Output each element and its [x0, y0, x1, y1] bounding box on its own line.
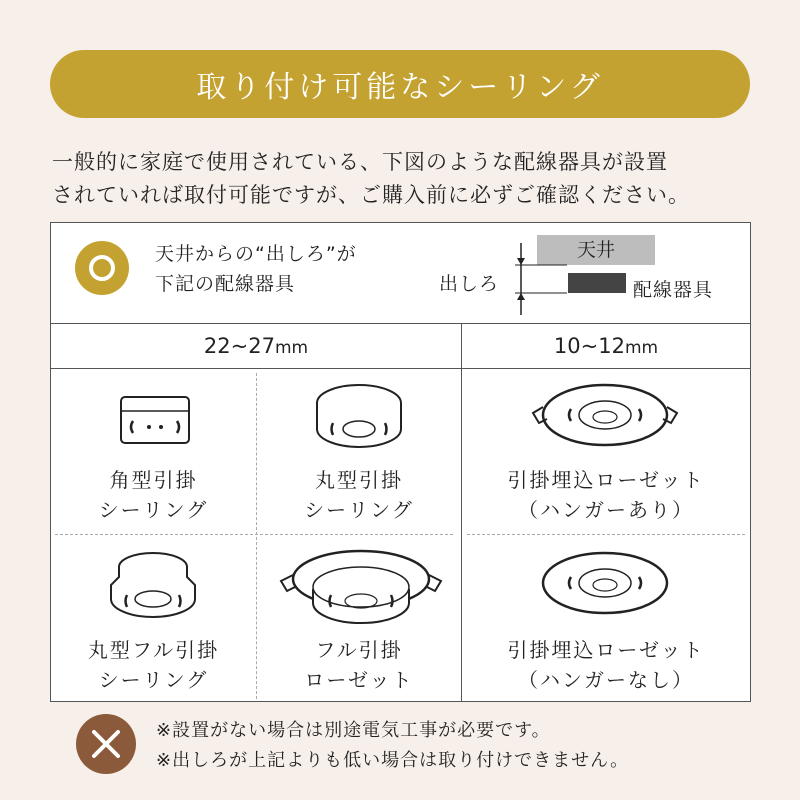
item-name-line-2: シーリング — [98, 668, 209, 692]
section-title-banner — [50, 50, 750, 118]
range-value: 10~12 — [553, 334, 625, 358]
section-title: 取り付け可能なシーリング — [196, 70, 604, 105]
legend-line-1: 天井からの“出しろ”が — [155, 243, 357, 265]
item-name-line-2: （ハンガーなし） — [518, 668, 694, 692]
dashed-divider — [467, 534, 745, 535]
item-label — [462, 465, 750, 525]
round-ceiling-hook-icon — [309, 375, 409, 459]
item-label — [462, 635, 750, 695]
fixture-label: 配線器具 — [633, 279, 714, 301]
compatibility-table — [50, 222, 751, 702]
x-mark-icon — [76, 714, 136, 774]
intro-line-2: されていれば取付可能ですが、ご購入前に必ずご確認ください。 — [52, 183, 690, 207]
item-name-line-1: 引掛埋込ローゼット — [507, 468, 705, 492]
note-line-2: ※出しろが上記よりも低い場合は取り付けできません。 — [156, 750, 630, 771]
range-value: 22~27 — [203, 334, 275, 358]
ceiling-label: 天井 — [537, 235, 655, 265]
item-name-line-1: フル引掛 — [315, 638, 403, 662]
item-name-line-1: 角型引掛 — [109, 468, 198, 492]
item-label — [257, 635, 461, 695]
range-unit: mm — [624, 338, 659, 358]
embedded-rosette-hanger-icon — [525, 377, 685, 457]
item-name-line-1: 丸型引掛 — [315, 468, 403, 492]
not-allowed-icon — [76, 714, 136, 774]
protrusion-label: 出しろ — [439, 273, 500, 295]
item-name-line-1: 丸型フル引掛 — [87, 638, 220, 662]
dashed-divider — [55, 534, 453, 535]
intro-text — [52, 146, 762, 212]
notes — [156, 716, 629, 776]
range-unit: mm — [274, 338, 309, 358]
column-header-left — [51, 323, 461, 369]
item-name-line-1: 引掛埋込ローゼット — [507, 638, 705, 662]
embedded-rosette-no-hanger-icon — [535, 545, 675, 625]
round-full-ceiling-hook-icon — [103, 545, 203, 629]
square-ceiling-hook-icon — [113, 389, 197, 451]
column-header-right — [462, 323, 750, 369]
item-name-line-2: （ハンガーあり） — [518, 498, 694, 522]
protrusion-dimension-icon — [511, 239, 571, 319]
fixture-diagram-box — [568, 273, 626, 293]
intro-line-1: 一般的に家庭で使用されている、下図のような配線器具が設置 — [52, 150, 668, 174]
full-hook-rosette-icon — [273, 539, 449, 631]
item-name-line-2: ローゼット — [304, 668, 414, 692]
item-name-line-2: シーリング — [98, 498, 209, 522]
legend-description — [155, 239, 357, 299]
legend-line-2: 下記の配線器具 — [155, 273, 296, 295]
item-name-line-2: シーリング — [304, 498, 414, 522]
item-label — [257, 465, 461, 525]
item-label — [51, 635, 256, 695]
note-line-1: ※設置がない場合は別途電気工事が必要です。 — [156, 720, 551, 741]
item-label — [51, 465, 256, 525]
ok-icon — [75, 241, 129, 295]
